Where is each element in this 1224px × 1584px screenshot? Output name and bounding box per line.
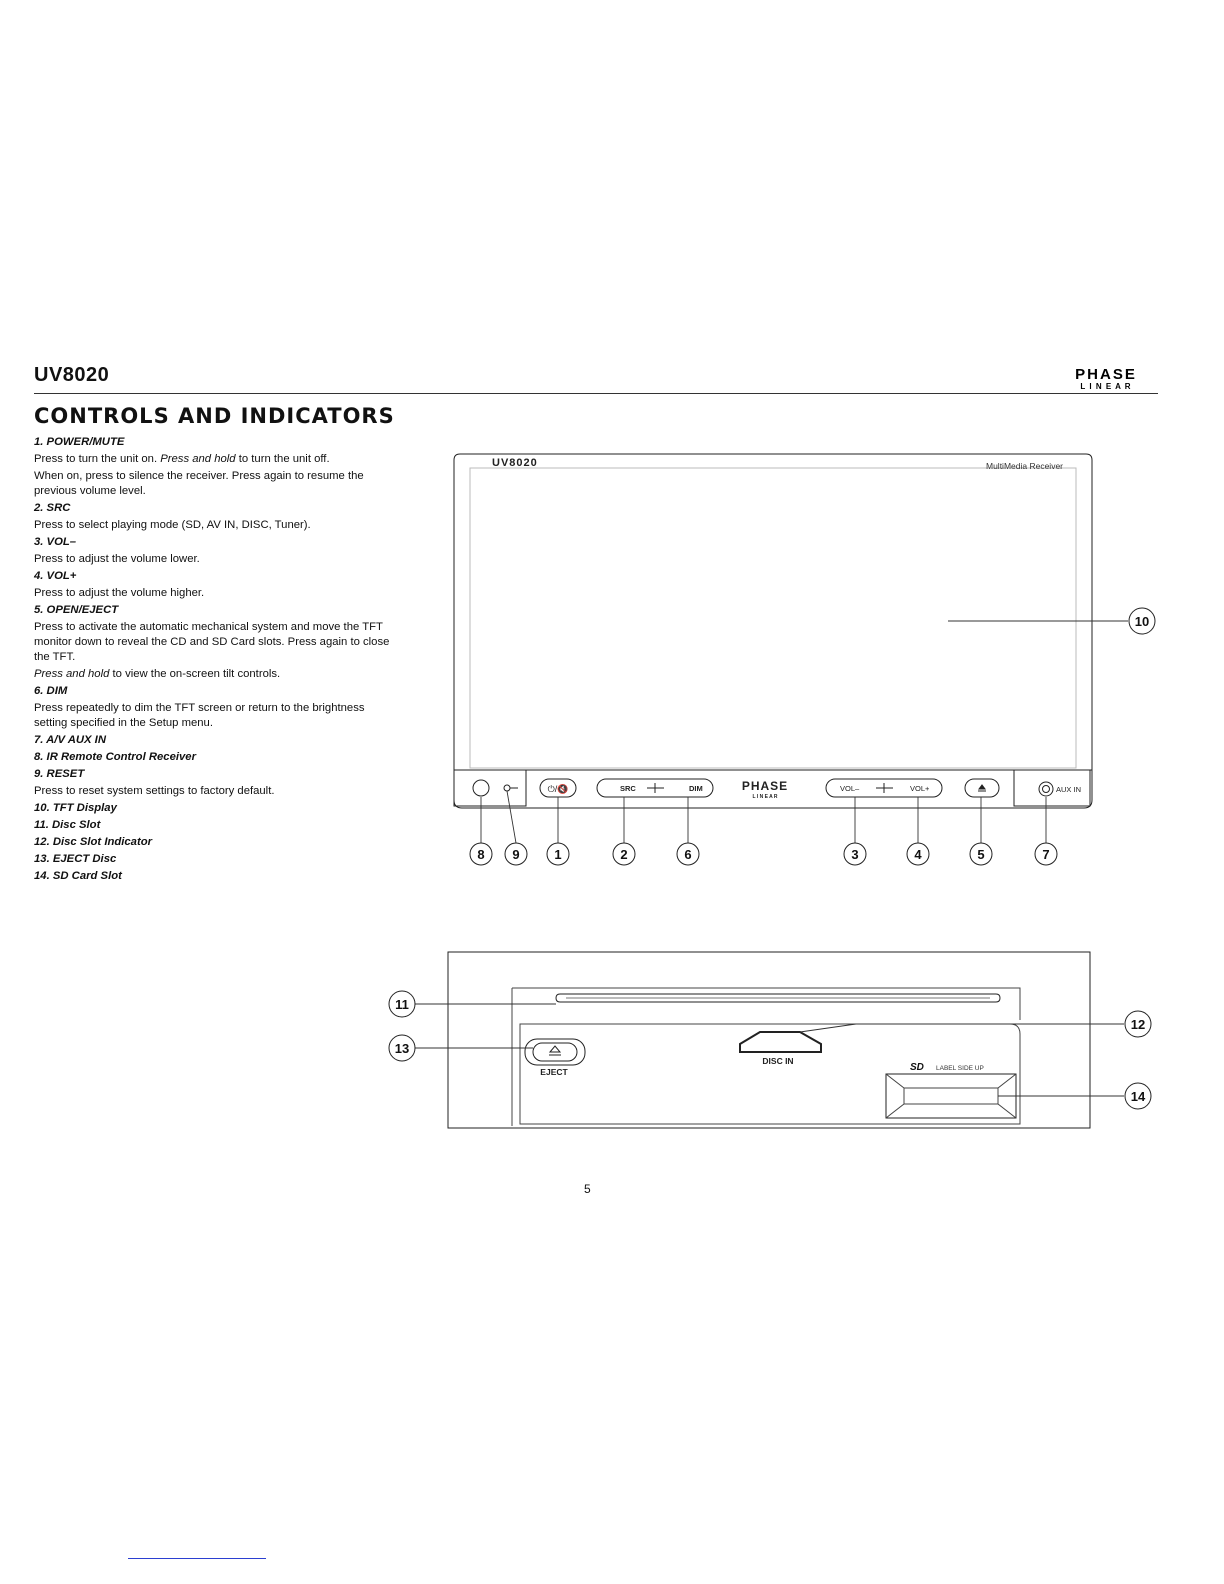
vol-rocker-icon xyxy=(876,783,893,793)
control-heading-sd-card-slot: 14. SD Card Slot xyxy=(34,870,122,882)
model-title: UV8020 xyxy=(34,364,110,386)
panel-brand-logo-sub: L I N E A R xyxy=(752,794,778,800)
brand-logo xyxy=(1054,366,1158,390)
rocker-icon xyxy=(647,783,664,793)
svg-text:12: 12 xyxy=(1130,1017,1146,1032)
control-desc-vol-minus: Press to adjust the volume lower. xyxy=(34,553,200,565)
control-desc-eject: Press to activate the automatic mechanical system and move the TFT monitor down to reveal the CD and SD Card slots. Press again to close the TFT. xyxy=(34,621,390,663)
brand-logo-top: PHASE xyxy=(1075,366,1137,383)
disc-in-indicator xyxy=(740,1032,821,1052)
svg-text:2: 2 xyxy=(620,847,628,862)
control-heading-eject-disc: 13. EJECT Disc xyxy=(34,853,117,865)
eject-disc-icon xyxy=(549,1046,561,1055)
dim-label: DIM xyxy=(689,784,703,793)
control-heading-ir-receiver: 8. IR Remote Control Receiver xyxy=(34,751,196,763)
eject-disc-label: EJECT xyxy=(540,1067,568,1077)
control-heading-src: 2. SRC xyxy=(34,502,71,514)
control-desc-vol-plus: Press to adjust the volume higher. xyxy=(34,587,205,599)
src-label: SRC xyxy=(620,784,636,793)
slot-panel-frame xyxy=(448,952,1090,1128)
panel-subtitle: MultiMedia Receiver xyxy=(986,461,1063,471)
control-heading-open-eject: 5. OPEN/EJECT xyxy=(34,604,119,616)
control-heading-vol-plus: 4. VOL+ xyxy=(34,570,77,582)
section-title: CONTROLS AND INDICATORS xyxy=(34,404,395,428)
panel-model-label: UV8020 xyxy=(492,457,538,469)
vol-minus-label: VOL– xyxy=(840,784,860,793)
control-heading-disc-slot: 11. Disc Slot xyxy=(34,819,101,831)
disc-in-label: DISC IN xyxy=(762,1056,794,1066)
aux-jack-icon xyxy=(1039,782,1053,796)
control-heading-vol-minus: 3. VOL– xyxy=(34,536,77,548)
svg-text:6: 6 xyxy=(684,847,692,862)
control-desc-src: Press to select playing mode (SD, AV IN, DISC, Tuner). xyxy=(34,519,311,531)
control-heading-dim: 6. DIM xyxy=(34,685,68,697)
reset-button[interactable] xyxy=(504,785,510,791)
eject-icon xyxy=(978,785,986,791)
control-desc-power: Press to turn the unit on. Press and hold to turn the unit off. xyxy=(34,453,330,465)
svg-text:3: 3 xyxy=(851,847,859,862)
control-heading-power-mute: 1. POWER/MUTE xyxy=(34,436,125,448)
svg-text:1: 1 xyxy=(554,847,562,862)
page-number: 5 xyxy=(584,1182,591,1196)
tft-screen xyxy=(470,468,1076,768)
svg-text:14: 14 xyxy=(1130,1089,1146,1104)
power-mute-icon: ⏻/🔇 xyxy=(547,784,569,794)
control-desc-dim: Press repeatedly to dim the TFT screen or return to the brightness setting specified in the Setup menu. xyxy=(34,702,365,729)
svg-text:9: 9 xyxy=(512,847,520,862)
control-desc-eject-hold: Press and hold to view the on-screen tilt controls. xyxy=(34,668,281,680)
header-divider xyxy=(34,393,1158,394)
control-heading-reset: 9. RESET xyxy=(34,768,85,780)
footer-link-underline[interactable] xyxy=(128,1558,266,1559)
vol-plus-label: VOL+ xyxy=(910,784,930,793)
receiver-body xyxy=(454,454,1092,808)
aux-in-label: AUX IN xyxy=(1056,785,1082,794)
control-heading-tft-display: 10. TFT Display xyxy=(34,802,117,814)
svg-text:11: 11 xyxy=(395,997,409,1012)
sd-card-slot[interactable] xyxy=(886,1074,1016,1118)
sd-logo: SD xyxy=(910,1062,924,1073)
svg-text:7: 7 xyxy=(1042,847,1050,862)
svg-text:5: 5 xyxy=(977,847,985,862)
slot-panel-diagram xyxy=(380,940,1180,1140)
callout-leaders xyxy=(481,621,1128,843)
controls-list xyxy=(34,433,394,884)
svg-text:13: 13 xyxy=(394,1041,410,1056)
panel-brand-logo: PHASE xyxy=(741,779,789,793)
control-heading-disc-slot-indicator: 12. Disc Slot Indicator xyxy=(34,836,153,848)
control-desc-reset: Press to reset system settings to factory default. xyxy=(34,785,275,797)
front-panel-diagram xyxy=(440,440,1180,880)
control-heading-aux-in: 7. A/V AUX IN xyxy=(34,734,106,746)
sd-label: LABEL SIDE UP xyxy=(936,1065,984,1072)
svg-text:10: 10 xyxy=(1134,614,1150,629)
brand-logo-bottom: L I N E A R xyxy=(1080,382,1132,390)
svg-text:8: 8 xyxy=(477,847,485,862)
ir-receiver-icon xyxy=(473,780,489,796)
control-desc-mute: When on, press to silence the receiver. Press again to resume the previous volume level. xyxy=(34,470,364,497)
svg-text:4: 4 xyxy=(914,847,922,862)
slot-callout-leaders xyxy=(415,1004,1124,1096)
